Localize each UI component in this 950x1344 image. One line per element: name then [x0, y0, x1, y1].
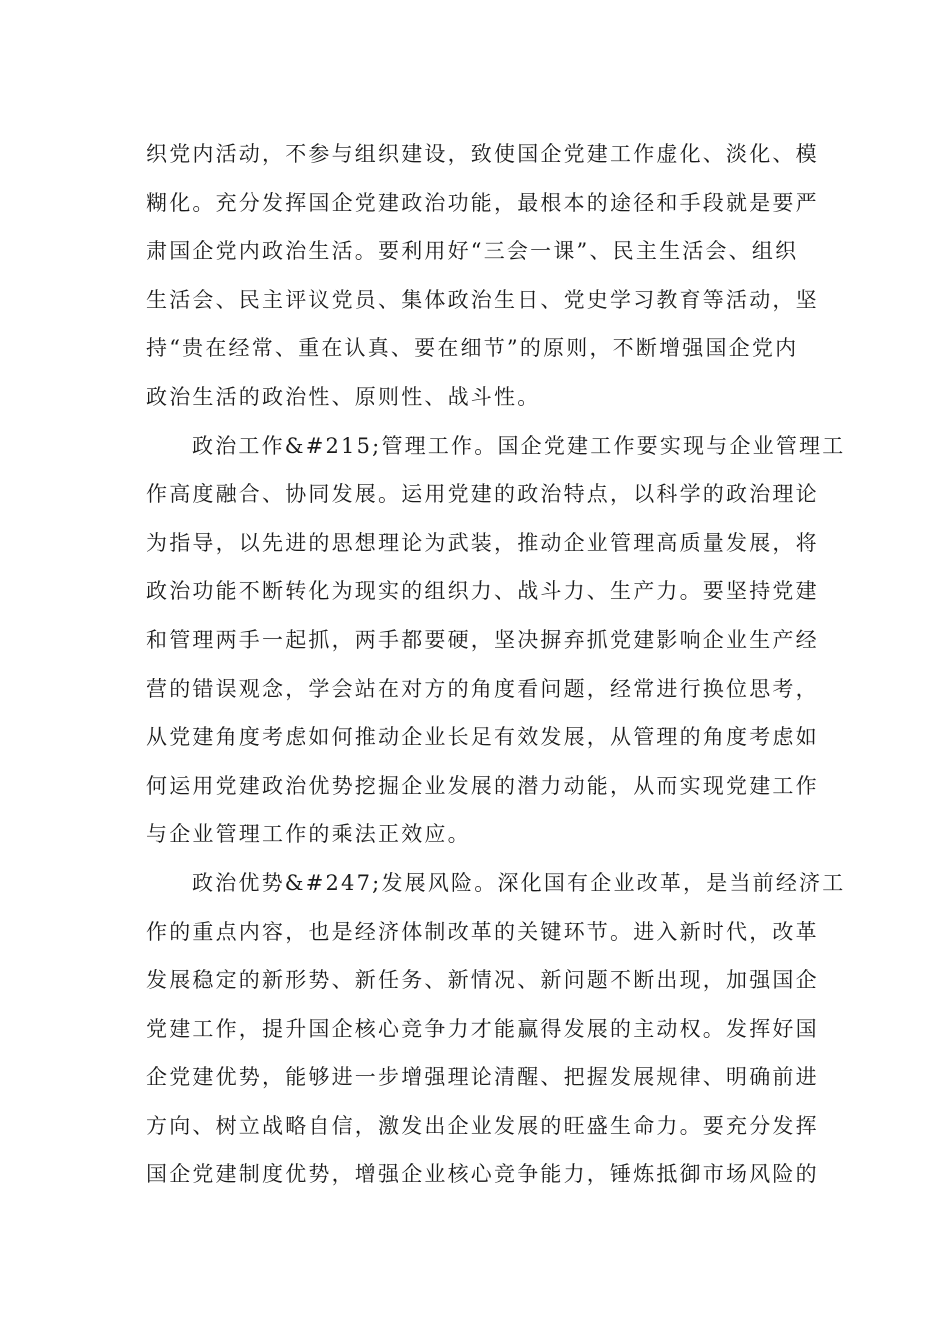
text-line: 糊化。充分发挥国企党建政治功能，最根本的途径和手段就是要严 [146, 190, 819, 215]
text-line: 政治功能不断转化为现实的组织力、战斗力、生产力。要坚持党建 [146, 579, 819, 604]
text-line: 与企业管理工作的乘法正效应。 [146, 822, 471, 847]
text-line: 作高度融合、协同发展。运用党建的政治特点，以科学的政治理论 [146, 482, 819, 507]
text-line: 营的错误观念，学会站在对方的角度看问题，经常进行换位思考， [146, 676, 819, 701]
text-line: 党建工作，提升国企核心竞争力才能赢得发展的主动权。发挥好国 [146, 1016, 819, 1041]
text-line: 政治生活的政治性、原则性、战斗性。 [146, 384, 541, 409]
paragraph-start-line: 政治优势&#247;发展风险。深化国有企业改革，是当前经济工 [192, 870, 846, 895]
text-line: 从党建角度考虑如何推动企业长足有效发展，从管理的角度考虑如 [146, 725, 819, 750]
text-line: 为指导，以先进的思想理论为武装，推动企业管理高质量发展，将 [146, 530, 819, 555]
text-line: 织党内活动，不参与组织建设，致使国企党建工作虚化、淡化、模 [146, 142, 819, 166]
text-line: 持“贵在经常、重在认真、要在细节”的原则，不断增强国企党内 [146, 336, 799, 361]
text-line: 肃国企党内政治生活。要利用好“三会一课”、民主生活会、组织 [146, 239, 799, 264]
text-line: 企党建优势，能够进一步增强理论清醒、把握发展规律、明确前进 [146, 1065, 819, 1090]
text-line: 方向、树立战略自信，激发出企业发展的旺盛生命力。要充分发挥 [146, 1113, 819, 1138]
text-line: 和管理两手一起抓，两手都要硬，坚决摒弃抓党建影响企业生产经 [146, 627, 819, 652]
text-line: 国企党建制度优势，增强企业核心竞争能力，锤炼抵御市场风险的 [146, 1162, 819, 1187]
text-line: 作的重点内容，也是经济体制改革的关键环节。进入新时代，改革 [146, 919, 819, 944]
body-text [146, 130, 846, 1199]
paragraph-start-line: 政治工作&#215;管理工作。国企党建工作要实现与企业管理工 [192, 433, 846, 458]
text-line: 何运用党建政治优势挖掘企业发展的潜力动能，从而实现党建工作 [146, 773, 819, 798]
text-line: 发展稳定的新形势、新任务、新情况、新问题不断出现，加强国企 [146, 968, 819, 993]
text-line: 生活会、民主评议党员、集体政治生日、党史学习教育等活动，坚 [146, 287, 819, 312]
